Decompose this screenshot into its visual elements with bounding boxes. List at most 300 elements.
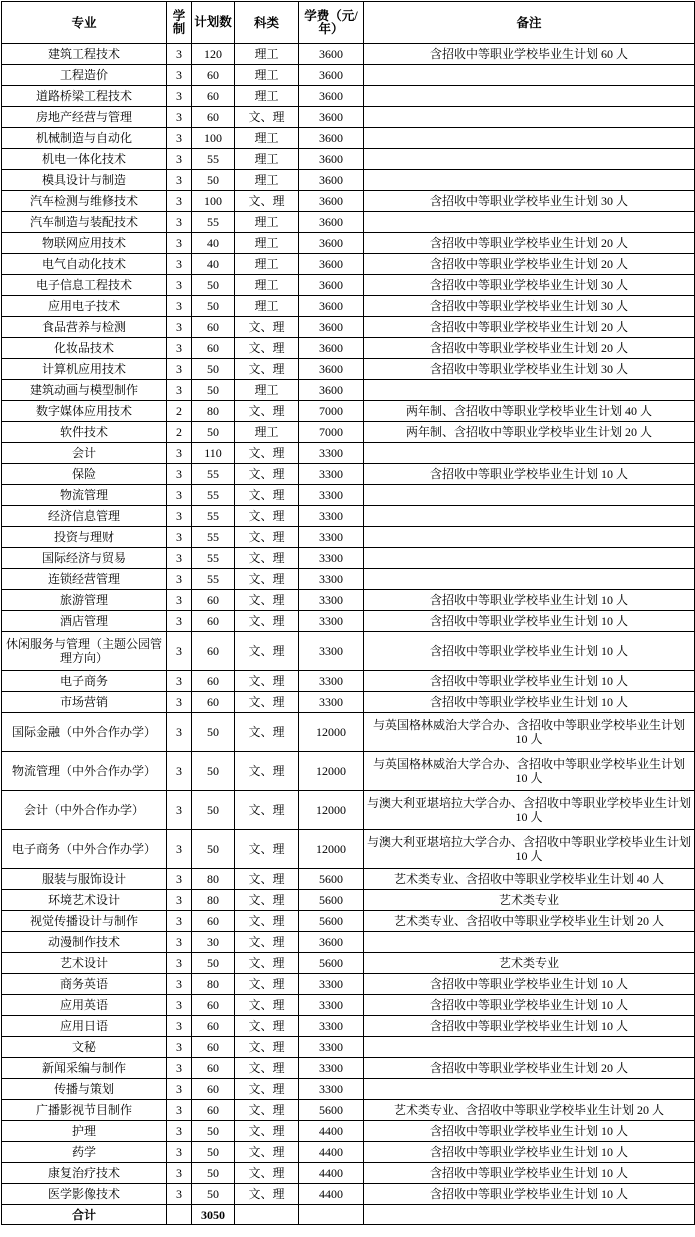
cell-plan: 55	[192, 212, 235, 233]
cell-years: 3	[167, 752, 192, 791]
cell-plan: 60	[192, 911, 235, 932]
cell-category: 文、理	[235, 191, 299, 212]
cell-category: 文、理	[235, 1163, 299, 1184]
cell-note: 含招收中等职业学校毕业生计划 10 人	[364, 974, 695, 995]
table-row	[2, 254, 695, 275]
cell-category: 文、理	[235, 443, 299, 464]
cell-plan: 60	[192, 632, 235, 671]
header-fee: 学费（元/年）	[299, 2, 364, 44]
table-row	[2, 1100, 695, 1121]
cell-note: 两年制、含招收中等职业学校毕业生计划 40 人	[364, 401, 695, 422]
cell-note: 与澳大利亚堪培拉大学合办、含招收中等职业学校毕业生计划 10 人	[364, 830, 695, 869]
cell-note: 艺术类专业、含招收中等职业学校毕业生计划 20 人	[364, 911, 695, 932]
cell-fee: 3300	[299, 464, 364, 485]
cell-note: 含招收中等职业学校毕业生计划 10 人	[364, 632, 695, 671]
table-row	[2, 275, 695, 296]
total-row	[2, 1205, 695, 1225]
cell-plan: 50	[192, 752, 235, 791]
cell-category: 理工	[235, 296, 299, 317]
cell-plan: 50	[192, 1184, 235, 1205]
cell-years: 3	[167, 911, 192, 932]
cell-major: 传播与策划	[2, 1079, 167, 1100]
cell-plan: 120	[192, 44, 235, 65]
cell-years: 3	[167, 485, 192, 506]
cell-plan: 60	[192, 1016, 235, 1037]
cell-note: 含招收中等职业学校毕业生计划 10 人	[364, 1184, 695, 1205]
cell-plan: 100	[192, 191, 235, 212]
cell-major: 会计	[2, 443, 167, 464]
cell-years: 3	[167, 254, 192, 275]
table-row	[2, 869, 695, 890]
cell-major: 广播影视节目制作	[2, 1100, 167, 1121]
cell-note	[364, 107, 695, 128]
table-row	[2, 128, 695, 149]
cell-fee: 4400	[299, 1163, 364, 1184]
cell-category: 文、理	[235, 1058, 299, 1079]
cell-fee: 3600	[299, 233, 364, 254]
table-row	[2, 548, 695, 569]
cell-plan: 60	[192, 338, 235, 359]
cell-major: 环境艺术设计	[2, 890, 167, 911]
cell-plan: 40	[192, 254, 235, 275]
cell-fee: 4400	[299, 1121, 364, 1142]
cell-plan: 60	[192, 1079, 235, 1100]
cell-category: 文、理	[235, 995, 299, 1016]
cell-category: 文、理	[235, 611, 299, 632]
cell-major: 国际经济与贸易	[2, 548, 167, 569]
cell-plan: 50	[192, 296, 235, 317]
cell-fee: 3600	[299, 380, 364, 401]
cell-major: 数字媒体应用技术	[2, 401, 167, 422]
cell-years: 3	[167, 107, 192, 128]
table-row	[2, 1121, 695, 1142]
cell-fee: 3300	[299, 632, 364, 671]
cell-note: 与英国格林威治大学合办、含招收中等职业学校毕业生计划 10 人	[364, 752, 695, 791]
cell-note	[364, 485, 695, 506]
cell-plan: 50	[192, 1163, 235, 1184]
cell-category: 文、理	[235, 752, 299, 791]
cell-years: 3	[167, 65, 192, 86]
cell-years: 3	[167, 443, 192, 464]
cell-note: 含招收中等职业学校毕业生计划 20 人	[364, 1058, 695, 1079]
cell-category: 文、理	[235, 569, 299, 590]
cell-fee: 5600	[299, 953, 364, 974]
cell-note: 艺术类专业、含招收中等职业学校毕业生计划 40 人	[364, 869, 695, 890]
cell-fee: 4400	[299, 1142, 364, 1163]
cell-plan: 50	[192, 1142, 235, 1163]
cell-major: 康复治疗技术	[2, 1163, 167, 1184]
cell-category: 文、理	[235, 485, 299, 506]
cell-category: 理工	[235, 86, 299, 107]
cell-note	[364, 128, 695, 149]
cell-note: 艺术类专业	[364, 953, 695, 974]
cell-years: 3	[167, 149, 192, 170]
cell-years: 3	[167, 830, 192, 869]
cell-note: 含招收中等职业学校毕业生计划 30 人	[364, 275, 695, 296]
cell-category: 文、理	[235, 830, 299, 869]
cell-note	[364, 170, 695, 191]
table-row	[2, 86, 695, 107]
cell-note: 含招收中等职业学校毕业生计划 30 人	[364, 191, 695, 212]
cell-plan: 50	[192, 713, 235, 752]
cell-fee: 12000	[299, 830, 364, 869]
table-row	[2, 632, 695, 671]
cell-fee: 3600	[299, 338, 364, 359]
cell-years: 3	[167, 296, 192, 317]
cell-major: 休闲服务与管理（主题公园管理方向）	[2, 632, 167, 671]
cell-note: 含招收中等职业学校毕业生计划 60 人	[364, 44, 695, 65]
cell-category: 文、理	[235, 1142, 299, 1163]
cell-category: 文、理	[235, 107, 299, 128]
cell-major: 视觉传播设计与制作	[2, 911, 167, 932]
table-row	[2, 233, 695, 254]
table-row	[2, 671, 695, 692]
cell-category: 理工	[235, 275, 299, 296]
cell-fee: 3600	[299, 275, 364, 296]
header-note: 备注	[364, 2, 695, 44]
cell-category: 理工	[235, 233, 299, 254]
cell-fee: 3300	[299, 506, 364, 527]
cell-note: 含招收中等职业学校毕业生计划 20 人	[364, 254, 695, 275]
cell-note: 含招收中等职业学校毕业生计划 30 人	[364, 296, 695, 317]
table-header-row	[2, 2, 695, 44]
cell-years: 3	[167, 974, 192, 995]
table-body	[2, 44, 695, 1205]
cell-fee: 3300	[299, 548, 364, 569]
cell-category: 文、理	[235, 506, 299, 527]
cell-years: 3	[167, 692, 192, 713]
cell-plan: 55	[192, 506, 235, 527]
cell-category: 文、理	[235, 548, 299, 569]
cell-fee: 5600	[299, 911, 364, 932]
enrollment-plan-table	[1, 1, 695, 1225]
table-row	[2, 191, 695, 212]
cell-note	[364, 86, 695, 107]
cell-plan: 60	[192, 590, 235, 611]
cell-years: 3	[167, 1184, 192, 1205]
cell-note: 艺术类专业	[364, 890, 695, 911]
cell-years: 3	[167, 317, 192, 338]
table-row	[2, 1037, 695, 1058]
cell-years: 3	[167, 380, 192, 401]
table-row	[2, 107, 695, 128]
cell-note	[364, 149, 695, 170]
cell-fee: 3600	[299, 212, 364, 233]
cell-note	[364, 212, 695, 233]
table-row	[2, 464, 695, 485]
cell-fee: 3300	[299, 590, 364, 611]
header-years: 学制	[167, 2, 192, 44]
cell-fee: 12000	[299, 752, 364, 791]
cell-category: 文、理	[235, 911, 299, 932]
cell-category: 文、理	[235, 890, 299, 911]
cell-major: 建筑工程技术	[2, 44, 167, 65]
cell-fee: 3300	[299, 485, 364, 506]
table-row	[2, 44, 695, 65]
table-row	[2, 974, 695, 995]
table-row	[2, 611, 695, 632]
cell-note: 含招收中等职业学校毕业生计划 10 人	[364, 1121, 695, 1142]
cell-major: 国际金融（中外合作办学）	[2, 713, 167, 752]
cell-category: 理工	[235, 128, 299, 149]
cell-years: 2	[167, 422, 192, 443]
cell-major: 电子商务	[2, 671, 167, 692]
header-major: 专业	[2, 2, 167, 44]
table-row	[2, 359, 695, 380]
cell-fee: 3600	[299, 86, 364, 107]
cell-major: 应用电子技术	[2, 296, 167, 317]
cell-note: 与英国格林威治大学合办、含招收中等职业学校毕业生计划 10 人	[364, 713, 695, 752]
cell-major: 连锁经营管理	[2, 569, 167, 590]
table-row	[2, 1163, 695, 1184]
table-row	[2, 1184, 695, 1205]
cell-major: 药学	[2, 1142, 167, 1163]
cell-years: 3	[167, 890, 192, 911]
cell-years: 3	[167, 590, 192, 611]
table-row	[2, 692, 695, 713]
cell-plan: 40	[192, 233, 235, 254]
cell-fee: 3300	[299, 995, 364, 1016]
cell-major: 电子商务（中外合作办学）	[2, 830, 167, 869]
cell-plan: 60	[192, 107, 235, 128]
cell-note	[364, 932, 695, 953]
cell-years: 3	[167, 275, 192, 296]
cell-years: 3	[167, 44, 192, 65]
cell-major: 电气自动化技术	[2, 254, 167, 275]
cell-plan: 60	[192, 671, 235, 692]
cell-years: 3	[167, 671, 192, 692]
cell-major: 新闻采编与制作	[2, 1058, 167, 1079]
cell-years: 3	[167, 611, 192, 632]
cell-fee: 5600	[299, 1100, 364, 1121]
cell-note: 两年制、含招收中等职业学校毕业生计划 20 人	[364, 422, 695, 443]
total-fee	[299, 1205, 364, 1225]
table-row	[2, 932, 695, 953]
cell-major: 动漫制作技术	[2, 932, 167, 953]
table-row	[2, 296, 695, 317]
table-row	[2, 317, 695, 338]
cell-fee: 7000	[299, 422, 364, 443]
cell-category: 理工	[235, 44, 299, 65]
cell-plan: 30	[192, 932, 235, 953]
cell-category: 理工	[235, 149, 299, 170]
cell-fee: 3300	[299, 527, 364, 548]
cell-years: 3	[167, 128, 192, 149]
cell-major: 应用英语	[2, 995, 167, 1016]
cell-major: 商务英语	[2, 974, 167, 995]
cell-fee: 3600	[299, 359, 364, 380]
cell-note: 含招收中等职业学校毕业生计划 10 人	[364, 611, 695, 632]
cell-years: 3	[167, 1058, 192, 1079]
total-plan: 3050	[192, 1205, 235, 1225]
cell-major: 市场营销	[2, 692, 167, 713]
cell-category: 理工	[235, 65, 299, 86]
cell-fee: 3600	[299, 44, 364, 65]
table-row	[2, 830, 695, 869]
cell-category: 理工	[235, 212, 299, 233]
cell-plan: 55	[192, 464, 235, 485]
cell-plan: 110	[192, 443, 235, 464]
cell-years: 2	[167, 401, 192, 422]
cell-note: 含招收中等职业学校毕业生计划 10 人	[364, 1163, 695, 1184]
cell-major: 机电一体化技术	[2, 149, 167, 170]
cell-plan: 55	[192, 527, 235, 548]
cell-category: 理工	[235, 380, 299, 401]
cell-plan: 60	[192, 86, 235, 107]
cell-note: 含招收中等职业学校毕业生计划 10 人	[364, 1016, 695, 1037]
cell-category: 理工	[235, 254, 299, 275]
cell-years: 3	[167, 632, 192, 671]
cell-plan: 80	[192, 869, 235, 890]
table-row	[2, 1142, 695, 1163]
table-row	[2, 569, 695, 590]
cell-major: 建筑动画与模型制作	[2, 380, 167, 401]
total-category	[235, 1205, 299, 1225]
cell-major: 汽车制造与装配技术	[2, 212, 167, 233]
cell-plan: 55	[192, 149, 235, 170]
header-plan: 计划数	[192, 2, 235, 44]
cell-major: 食品营养与检测	[2, 317, 167, 338]
cell-major: 投资与理财	[2, 527, 167, 548]
cell-major: 工程造价	[2, 65, 167, 86]
cell-major: 软件技术	[2, 422, 167, 443]
cell-major: 道路桥梁工程技术	[2, 86, 167, 107]
cell-category: 文、理	[235, 1037, 299, 1058]
cell-major: 计算机应用技术	[2, 359, 167, 380]
cell-plan: 60	[192, 65, 235, 86]
cell-years: 3	[167, 506, 192, 527]
cell-fee: 7000	[299, 401, 364, 422]
cell-plan: 60	[192, 1037, 235, 1058]
cell-fee: 3600	[299, 128, 364, 149]
cell-plan: 60	[192, 611, 235, 632]
cell-note	[364, 569, 695, 590]
cell-years: 3	[167, 464, 192, 485]
table-row	[2, 65, 695, 86]
cell-years: 3	[167, 791, 192, 830]
cell-major: 物流管理	[2, 485, 167, 506]
cell-note	[364, 1079, 695, 1100]
cell-major: 文秘	[2, 1037, 167, 1058]
table-row	[2, 506, 695, 527]
cell-fee: 3600	[299, 170, 364, 191]
cell-fee: 3300	[299, 692, 364, 713]
cell-plan: 60	[192, 317, 235, 338]
cell-note: 含招收中等职业学校毕业生计划 10 人	[364, 995, 695, 1016]
cell-years: 3	[167, 995, 192, 1016]
cell-note: 含招收中等职业学校毕业生计划 20 人	[364, 338, 695, 359]
cell-fee: 4400	[299, 1184, 364, 1205]
cell-years: 3	[167, 1100, 192, 1121]
cell-years: 3	[167, 338, 192, 359]
table-row	[2, 752, 695, 791]
cell-note: 与澳大利亚堪培拉大学合办、含招收中等职业学校毕业生计划 10 人	[364, 791, 695, 830]
cell-fee: 3600	[299, 317, 364, 338]
cell-major: 机械制造与自动化	[2, 128, 167, 149]
table-row	[2, 170, 695, 191]
cell-plan: 55	[192, 485, 235, 506]
cell-years: 3	[167, 548, 192, 569]
table-row	[2, 713, 695, 752]
table-row	[2, 149, 695, 170]
cell-major: 护理	[2, 1121, 167, 1142]
cell-note	[364, 548, 695, 569]
cell-years: 3	[167, 1142, 192, 1163]
cell-years: 3	[167, 86, 192, 107]
cell-fee: 3300	[299, 1079, 364, 1100]
cell-years: 3	[167, 527, 192, 548]
cell-years: 3	[167, 869, 192, 890]
cell-fee: 3300	[299, 671, 364, 692]
cell-major: 医学影像技术	[2, 1184, 167, 1205]
table-row	[2, 1058, 695, 1079]
table-row	[2, 1016, 695, 1037]
cell-years: 3	[167, 359, 192, 380]
cell-fee: 3600	[299, 932, 364, 953]
cell-category: 理工	[235, 422, 299, 443]
table-row	[2, 212, 695, 233]
cell-fee: 3300	[299, 1058, 364, 1079]
table-row	[2, 1079, 695, 1100]
cell-plan: 60	[192, 1058, 235, 1079]
cell-fee: 3600	[299, 296, 364, 317]
cell-plan: 50	[192, 422, 235, 443]
table-row	[2, 995, 695, 1016]
cell-plan: 60	[192, 1100, 235, 1121]
cell-fee: 3600	[299, 65, 364, 86]
cell-note: 含招收中等职业学校毕业生计划 10 人	[364, 1142, 695, 1163]
cell-plan: 60	[192, 995, 235, 1016]
cell-note: 艺术类专业、含招收中等职业学校毕业生计划 20 人	[364, 1100, 695, 1121]
table-row	[2, 485, 695, 506]
cell-years: 3	[167, 212, 192, 233]
cell-plan: 50	[192, 359, 235, 380]
cell-fee: 3300	[299, 443, 364, 464]
table-row	[2, 890, 695, 911]
table-row	[2, 422, 695, 443]
cell-years: 3	[167, 932, 192, 953]
table-row	[2, 590, 695, 611]
header-category: 科类	[235, 2, 299, 44]
table-row	[2, 953, 695, 974]
cell-fee: 5600	[299, 869, 364, 890]
cell-category: 文、理	[235, 632, 299, 671]
cell-fee: 3300	[299, 1037, 364, 1058]
table-row	[2, 911, 695, 932]
cell-major: 房地产经营与管理	[2, 107, 167, 128]
cell-fee: 3600	[299, 107, 364, 128]
cell-note: 含招收中等职业学校毕业生计划 20 人	[364, 317, 695, 338]
table-row	[2, 527, 695, 548]
cell-plan: 50	[192, 170, 235, 191]
cell-plan: 50	[192, 830, 235, 869]
cell-years: 3	[167, 1037, 192, 1058]
table-row	[2, 338, 695, 359]
cell-note: 含招收中等职业学校毕业生计划 30 人	[364, 359, 695, 380]
table-row	[2, 791, 695, 830]
cell-major: 经济信息管理	[2, 506, 167, 527]
cell-plan: 55	[192, 569, 235, 590]
cell-years: 3	[167, 1163, 192, 1184]
cell-major: 应用日语	[2, 1016, 167, 1037]
cell-category: 文、理	[235, 590, 299, 611]
cell-plan: 80	[192, 890, 235, 911]
cell-major: 服装与服饰设计	[2, 869, 167, 890]
cell-major: 物流管理（中外合作办学）	[2, 752, 167, 791]
cell-plan: 50	[192, 380, 235, 401]
cell-category: 文、理	[235, 401, 299, 422]
cell-note: 含招收中等职业学校毕业生计划 10 人	[364, 590, 695, 611]
